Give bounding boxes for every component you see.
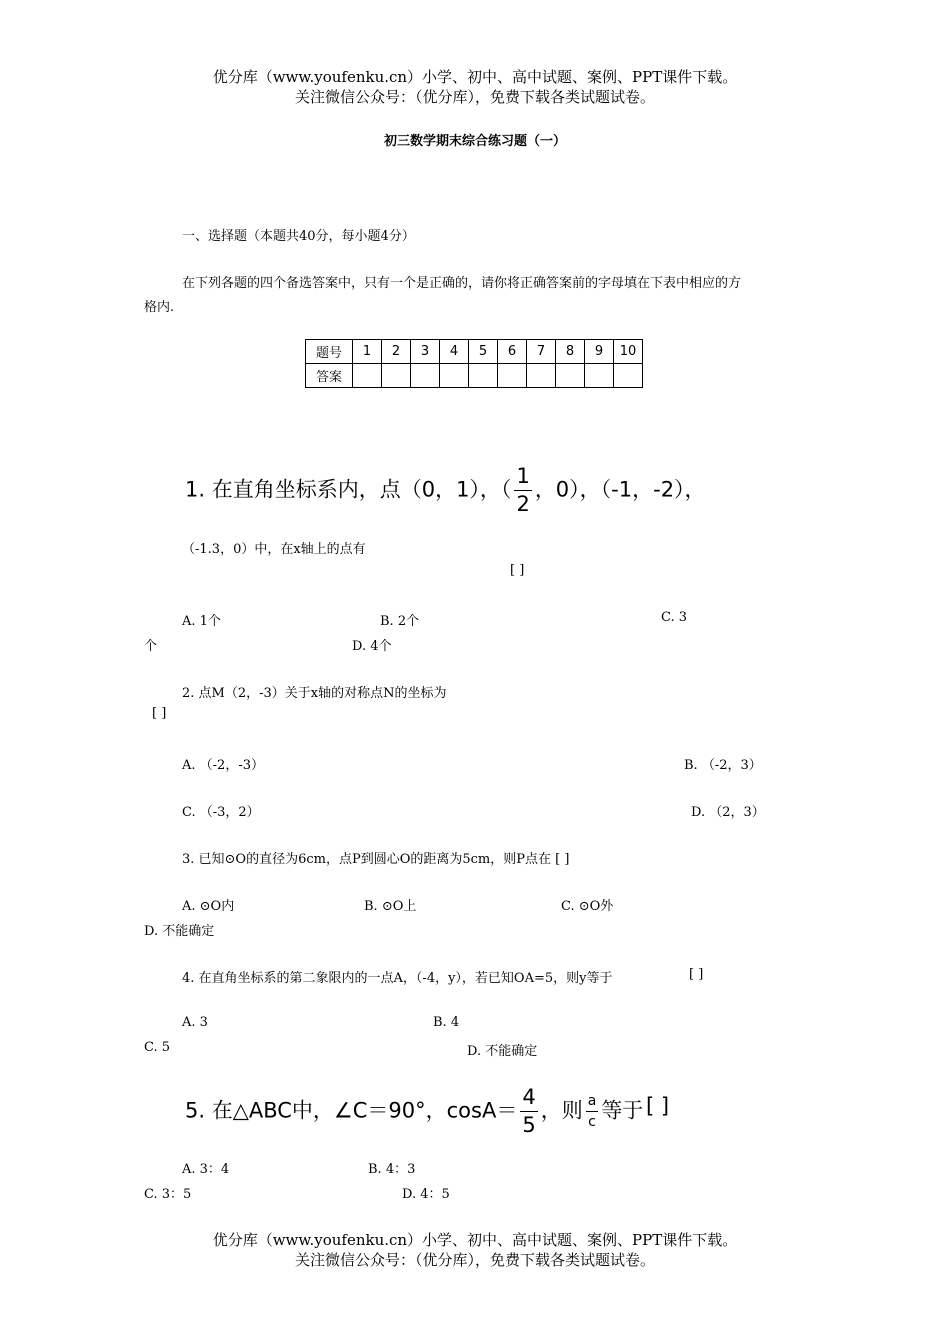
question-number-cell: 8 xyxy=(556,340,585,364)
page-title: 初三数学期末综合练习题（一） xyxy=(383,134,566,149)
q4-option-d: D. 不能确定 xyxy=(467,1044,538,1059)
q1-prefix: 1. 在直角坐标系内，点（0，1），（ xyxy=(185,477,512,502)
q3-option-c: C. ⊙O外 xyxy=(561,899,614,914)
q4-option-a: A. 3 xyxy=(182,1015,208,1030)
q2-option-d: D. （2，3） xyxy=(691,805,765,820)
answer-table xyxy=(305,339,643,388)
q5-mid: ，则 xyxy=(540,1098,583,1123)
answer-cell[interactable] xyxy=(527,364,556,388)
q4-option-c: C. 5 xyxy=(144,1040,171,1055)
question-number-cell: 3 xyxy=(411,340,440,364)
answer-cell[interactable] xyxy=(411,364,440,388)
row-label-answer: 答案 xyxy=(306,364,353,388)
q2-answer-bracket[interactable]: [ ] xyxy=(152,706,167,721)
q5-suffix: 等于 xyxy=(601,1098,644,1123)
section-heading: 一、选择题（本题共40分，每小题4分） xyxy=(182,229,415,244)
q5-stem xyxy=(185,1087,643,1136)
q2-stem: 2. 点M（2，-3）关于x轴的对称点N的坐标为 xyxy=(182,686,447,701)
question-number-cell: 6 xyxy=(498,340,527,364)
question-number-cell: 1 xyxy=(353,340,382,364)
question-number-cell: 9 xyxy=(585,340,614,364)
question-number-cell: 4 xyxy=(440,340,469,364)
q2-option-c: C. （-3，2） xyxy=(182,805,260,820)
q5-option-b: B. 4：3 xyxy=(368,1162,416,1177)
question-number-cell: 2 xyxy=(382,340,411,364)
q5-prefix: 5. 在△ABC中，∠C＝90°，cosA＝ xyxy=(185,1098,518,1123)
q1-option-d: D. 4个 xyxy=(352,639,392,654)
q5-frac1-num: 4 xyxy=(520,1087,537,1112)
answer-cell[interactable] xyxy=(353,364,382,388)
answer-cell[interactable] xyxy=(585,364,614,388)
q5-option-c: C. 3：5 xyxy=(144,1187,192,1202)
q1-option-c: C. 3 xyxy=(661,610,688,625)
q1-frac-num: 1 xyxy=(514,466,531,491)
header-line-2: 关注微信公众号：（优分库），免费下载各类试题试卷。 xyxy=(294,88,655,106)
footer-line-1: 优分库（www.youfenku.cn）小学、初中、高中试题、案例、PPT课件下载。 xyxy=(212,1231,738,1249)
instruction-line-2: 格内. xyxy=(144,300,175,315)
q3-option-b: B. ⊙O上 xyxy=(364,899,417,914)
q5-option-a: A. 3：4 xyxy=(182,1162,230,1177)
answer-cell[interactable] xyxy=(556,364,585,388)
answer-cell[interactable] xyxy=(498,364,527,388)
instruction-line-1: 在下列各题的四个备选答案中，只有一个是正确的，请你将正确答案前的字母填在下表中相应的方 xyxy=(182,276,742,291)
q1-frac-den: 2 xyxy=(516,492,530,516)
q4-stem: 4. 在直角坐标系的第二象限内的一点A，（-4，y），若已知OA=5，则y等于 xyxy=(182,971,613,986)
table-row-numbers xyxy=(306,340,643,364)
row-label-number: 题号 xyxy=(306,340,353,364)
q1-fraction xyxy=(514,466,531,515)
header-line-1: 优分库（www.youfenku.cn）小学、初中、高中试题、案例、PPT课件下载。 xyxy=(212,68,738,86)
q5-frac1-den: 5 xyxy=(522,1113,536,1137)
answer-cell[interactable] xyxy=(382,364,411,388)
answer-cell[interactable] xyxy=(469,364,498,388)
q1-stem-line-2: （-1.3，0）中，在x轴上的点有 xyxy=(182,542,366,557)
q1-option-c-cont: 个 xyxy=(144,639,158,654)
q5-frac2-num: a xyxy=(586,1094,599,1112)
q1-option-a: A. 1个 xyxy=(182,614,221,629)
q1-suffix: ，0），（-1，-2）， xyxy=(534,477,706,502)
question-number-cell: 7 xyxy=(527,340,556,364)
q1-answer-bracket[interactable]: [ ] xyxy=(510,563,525,578)
q2-option-a: A. （-2，-3） xyxy=(182,758,264,773)
q3-option-d: D. 不能确定 xyxy=(144,924,215,939)
q4-answer-bracket[interactable]: [ ] xyxy=(689,967,704,982)
q2-option-b: B. （-2，3） xyxy=(684,758,762,773)
q1-option-b: B. 2个 xyxy=(380,614,420,629)
answer-cell[interactable] xyxy=(614,364,643,388)
q5-option-d: D. 4：5 xyxy=(402,1187,450,1202)
q5-frac2-den: c xyxy=(588,1114,596,1130)
q5-fraction-cos xyxy=(520,1087,537,1136)
q3-option-a: A. ⊙O内 xyxy=(182,899,235,914)
q1-stem xyxy=(185,466,706,515)
answer-cell[interactable] xyxy=(440,364,469,388)
footer-line-2: 关注微信公众号：（优分库），免费下载各类试题试卷。 xyxy=(294,1251,655,1269)
q5-fraction-ac xyxy=(586,1094,599,1129)
question-number-cell: 10 xyxy=(614,340,643,364)
q4-option-b: B. 4 xyxy=(433,1015,460,1030)
question-number-cell: 5 xyxy=(469,340,498,364)
q3-stem: 3. 已知⊙O的直径为6cm，点P到圆心O的距离为5cm，则P点在 [ ] xyxy=(182,852,570,867)
q5-answer-bracket[interactable]: [ ] xyxy=(646,1094,670,1118)
table-row-answers xyxy=(306,364,643,388)
